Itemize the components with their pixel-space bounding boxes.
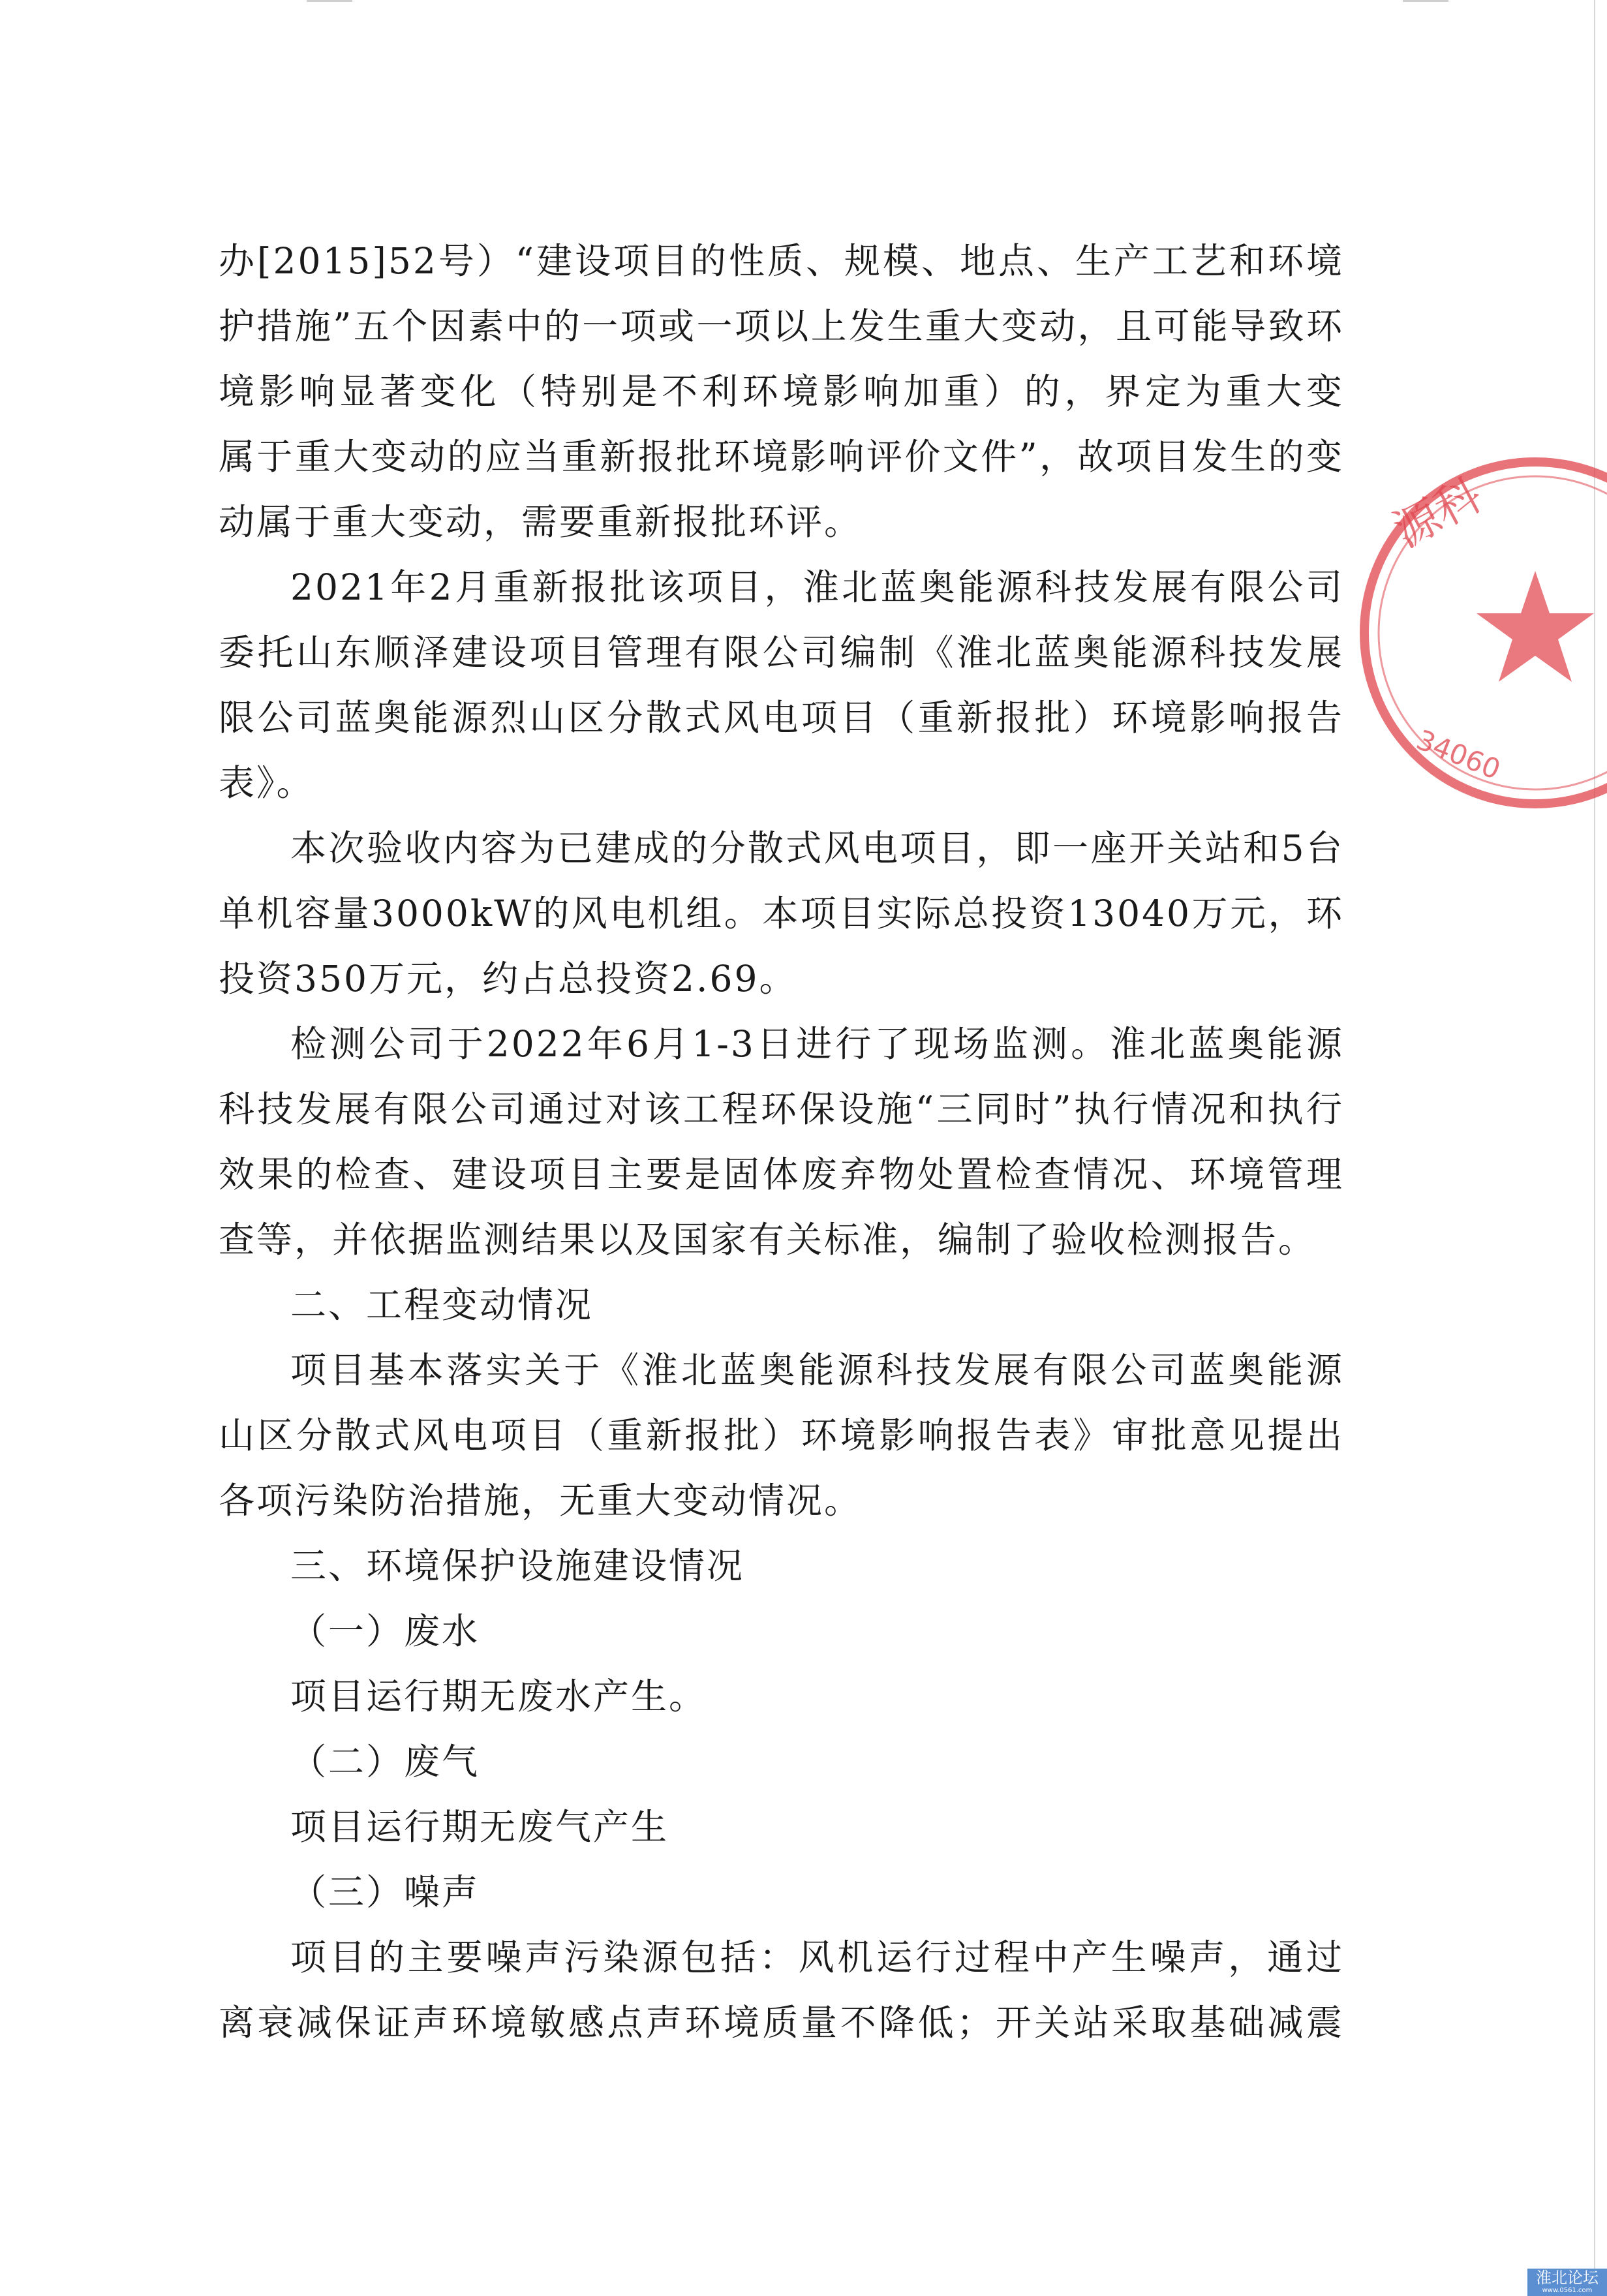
paragraph-line: 动属于重大变动，需要重新报批环评。: [219, 501, 863, 543]
seal-text-bottom: 34060: [1412, 723, 1505, 786]
paragraph-line: 项目基本落实关于《淮北蓝奥能源科技发展有限公司蓝奥能源: [290, 1349, 1344, 1391]
document-body: [219, 228, 1344, 2055]
paragraph-line: 项目的主要噪声污染源包括：风机运行过程中产生噪声，通过: [290, 1936, 1344, 1978]
subsection-heading: （一）废水: [290, 1610, 480, 1652]
scan-mark: [307, 0, 352, 2]
section-heading: 二、工程变动情况: [290, 1284, 594, 1326]
paragraph-line: 离衰减保证声环境敏感点声环境质量不降低；开关站采取基础减震: [219, 2002, 1344, 2043]
page-edge: [1594, 0, 1595, 2296]
paragraph-line: 境影响显著变化（特别是不利环境影响加重）的，界定为重大变: [219, 371, 1344, 412]
paragraph-line: 属于重大变动的应当重新报批环境影响评价文件”，故项目发生的变: [219, 436, 1344, 478]
paragraph-line: 科技发展有限公司通过对该工程环保设施“三同时”执行情况和执行: [219, 1088, 1344, 1130]
paragraph-line: 限公司蓝奥能源烈山区分散式风电项目（重新报批）环境影响报告: [219, 697, 1344, 739]
paragraph-line: 项目运行期无废气产生: [290, 1806, 669, 1848]
seal-text-top: 源科: [1385, 467, 1491, 559]
paragraph-line: 项目运行期无废水产生。: [290, 1676, 707, 1717]
paragraph-line: 查等，并依据监测结果以及国家有关标准，编制了验收检测报告。: [219, 1219, 1317, 1261]
paragraph-line: 检测公司于2022年6月1-3日进行了现场监测。淮北蓝奥能源: [290, 1023, 1344, 1065]
subsection-heading: （三）噪声: [290, 1871, 480, 1913]
paragraph-line: 委托山东顺泽建设项目管理有限公司编制《淮北蓝奥能源科技发展: [219, 632, 1344, 673]
paragraph-line: 2021年2月重新报批该项目，淮北蓝奥能源科技发展有限公司: [290, 566, 1344, 608]
paragraph-line: 单机容量3000kW的风电机组。本项目实际总投资13040万元，环: [219, 893, 1344, 934]
paragraph-line: 护措施”五个因素中的一项或一项以上发生重大变动，且可能导致环: [219, 305, 1344, 347]
company-seal: [1353, 450, 1607, 816]
seal-star-icon: [1477, 571, 1594, 682]
subsection-heading: （二）废气: [290, 1741, 480, 1783]
section-heading: 三、环境保护设施建设情况: [290, 1545, 745, 1587]
watermark-subtext: www.0561.com: [1542, 2287, 1593, 2294]
watermark-text: 淮北论坛: [1536, 2269, 1599, 2287]
paragraph-line: 办[2015]52号）“建设项目的性质、规模、地点、生产工艺和环境: [219, 240, 1344, 282]
scan-mark: [1403, 0, 1448, 2]
paragraph-line: 表》。: [219, 762, 314, 804]
site-watermark: [1527, 2269, 1607, 2296]
paragraph-line: 本次验收内容为已建成的分散式风电项目，即一座开关站和5台: [290, 827, 1344, 869]
paragraph-line: 山区分散式风电项目（重新报批）环境影响报告表》审批意见提出: [219, 1415, 1344, 1456]
paragraph-line: 效果的检查、建设项目主要是固体废弃物处置检查情况、环境管理: [219, 1154, 1344, 1195]
scan-top-edge: [0, 0, 1607, 5]
paragraph-line: 投资350万元，约占总投资2.69。: [219, 958, 797, 1000]
paragraph-line: 各项污染防治措施，无重大变动情况。: [219, 1480, 863, 1522]
